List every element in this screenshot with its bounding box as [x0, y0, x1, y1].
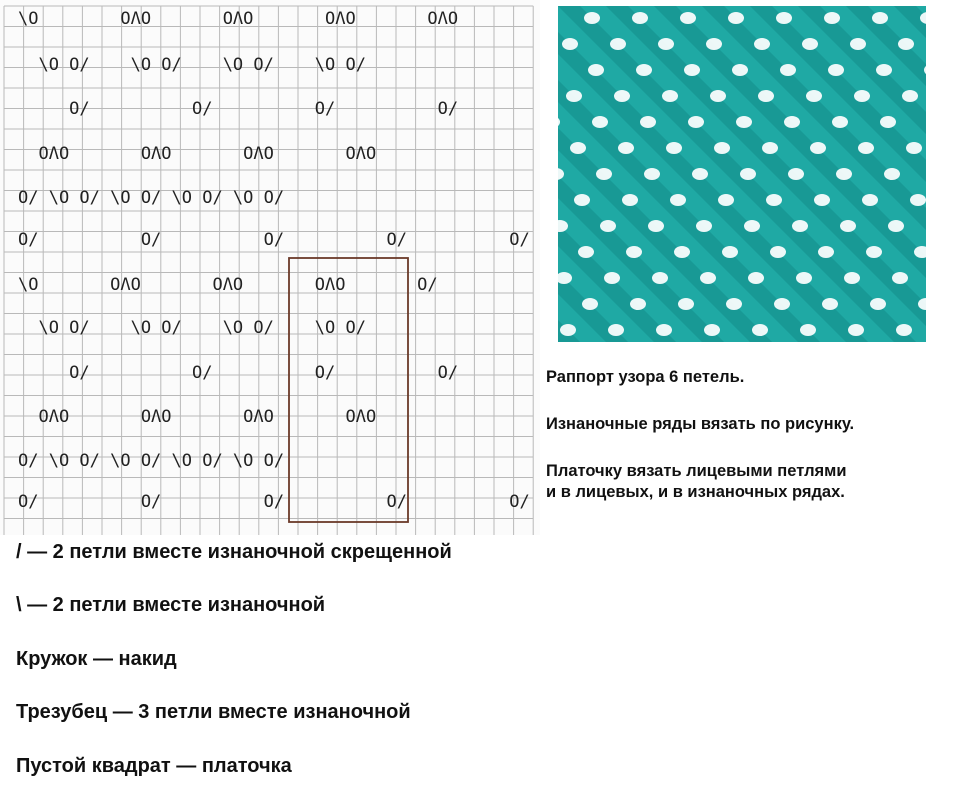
photo-eyelet — [810, 142, 826, 154]
photo-eyelet — [848, 324, 864, 336]
chart-symbol-row: O/ O/ O/ O/ O/ — [18, 230, 530, 250]
chart-symbol-row: O/ \O O/ \O O/ \O O/ \O O/ — [18, 188, 285, 208]
note-purl-rows: Изнаночные ряды вязать по рисунку. — [546, 415, 855, 433]
photo-eyelet — [656, 324, 672, 336]
photo-eyelet — [824, 12, 840, 24]
photo-eyelet — [796, 272, 812, 284]
photo-eyelet — [652, 272, 668, 284]
photo-eyelet — [806, 90, 822, 102]
photo-eyelet — [836, 168, 852, 180]
photo-eyelet — [666, 142, 682, 154]
photo-eyelet — [696, 220, 712, 232]
photo-eyelet — [892, 272, 908, 284]
photo-eyelet — [588, 64, 604, 76]
chart-symbol-row: \O O/ \O O/ \O O/ \O O/ — [18, 55, 366, 75]
photo-eyelet — [802, 38, 818, 50]
rapport-frame — [289, 258, 408, 522]
chart-symbol-row: OΛO OΛO OΛO OΛO — [18, 144, 377, 164]
chart-symbol-row: \O OΛO OΛO OΛO O/ — [18, 275, 438, 295]
chart-symbol-row: OΛO OΛO OΛO OΛO — [18, 407, 377, 427]
chart-grid — [0, 0, 540, 535]
photo-eyelet — [706, 38, 722, 50]
photo-eyelet — [740, 168, 756, 180]
photo-eyelet — [896, 324, 912, 336]
photo-eyelet — [578, 246, 594, 258]
photo-eyelet — [872, 12, 888, 24]
photo-eyelet — [732, 64, 748, 76]
photo-eyelet — [630, 298, 646, 310]
photo-eyelet — [858, 142, 874, 154]
photo-eyelet — [600, 220, 616, 232]
photo-eyelet — [674, 246, 690, 258]
photo-eyelet — [766, 194, 782, 206]
photo-eyelet — [614, 90, 630, 102]
photo-eyelet — [728, 12, 744, 24]
chart-symbol-row: O/ O/ O/ O/ O/ — [18, 492, 530, 512]
photo-eyelet — [754, 38, 770, 50]
photo-eyelet — [884, 168, 900, 180]
note-garter: Платочку вязать лицевыми петлями и в лицевых, и в изнаночных рядах. — [546, 462, 847, 501]
legend-backslash: \ — 2 петли вместе изнаночной — [16, 594, 326, 616]
photo-eyelet — [710, 90, 726, 102]
photo-eyelet — [862, 194, 878, 206]
photo-eyelet — [902, 90, 918, 102]
photo-eyelet — [876, 64, 892, 76]
legend-empty: Пустой квадрат — платочка — [16, 755, 292, 777]
photo-eyelet — [832, 116, 848, 128]
photo-eyelet — [788, 168, 804, 180]
knitting-chart — [0, 0, 540, 535]
photo-eyelet — [822, 298, 838, 310]
photo-eyelet — [718, 194, 734, 206]
photo-eyelet — [584, 12, 600, 24]
photo-eyelet — [828, 64, 844, 76]
chart-symbol-row: O/ O/ O/ O/ — [18, 99, 459, 119]
photo-eyelet — [726, 298, 742, 310]
photo-eyelet — [658, 38, 674, 50]
photo-eyelet — [774, 298, 790, 310]
photo-eyelet — [610, 38, 626, 50]
photo-eyelet — [648, 220, 664, 232]
photo-eyelet — [854, 90, 870, 102]
photo-eyelet — [684, 64, 700, 76]
legend-circle: Кружок — накид — [16, 648, 177, 670]
note-rapport: Раппорт узора 6 петель. — [546, 368, 745, 386]
chart-symbol-row: \O O/ \O O/ \O O/ \O O/ — [18, 318, 366, 338]
photo-eyelet — [770, 246, 786, 258]
photo-eyelet — [866, 246, 882, 258]
photo-eyelet — [688, 116, 704, 128]
photo-eyelet — [636, 64, 652, 76]
photo-eyelet — [758, 90, 774, 102]
photo-eyelet — [762, 142, 778, 154]
chart-symbol-row: \O OΛO OΛO OΛO OΛO — [18, 9, 459, 29]
photo-eyelet — [700, 272, 716, 284]
photo-eyelet — [898, 38, 914, 50]
chart-symbol-row: O/ \O O/ \O O/ \O O/ \O O/ — [18, 451, 285, 471]
photo-eyelet — [814, 194, 830, 206]
photo-eyelet — [870, 298, 886, 310]
photo-eyelet — [662, 90, 678, 102]
photo-eyelet — [574, 194, 590, 206]
chart-symbol-row: O/ O/ O/ O/ — [18, 363, 459, 383]
knit-sample-photo — [558, 6, 926, 342]
legend-slash: / — 2 петли вместе изнаночной скрещенной — [16, 541, 452, 563]
photo-eyelet — [840, 220, 856, 232]
photo-eyelet — [640, 116, 656, 128]
photo-eyelet — [566, 90, 582, 102]
photo-eyelet — [608, 324, 624, 336]
photo-eyelet — [678, 298, 694, 310]
photo-eyelet — [888, 220, 904, 232]
photo-eyelet — [792, 220, 808, 232]
photo-eyelet — [670, 194, 686, 206]
photo-eyelet — [850, 38, 866, 50]
photo-eyelet — [618, 142, 634, 154]
photo-eyelet — [562, 38, 578, 50]
photo-eyelet — [560, 324, 576, 336]
photo-eyelet — [744, 220, 760, 232]
photo-eyelet — [570, 142, 586, 154]
photo-eyelet — [722, 246, 738, 258]
photo-eyelet — [596, 168, 612, 180]
photo-eyelet — [622, 194, 638, 206]
photo-eyelet — [784, 116, 800, 128]
photo-eyelet — [880, 116, 896, 128]
photo-eyelet — [680, 12, 696, 24]
photo-eyelet — [910, 194, 926, 206]
photo-eyelet — [582, 298, 598, 310]
photo-eyelet — [780, 64, 796, 76]
photo-eyelet — [714, 142, 730, 154]
photo-eyelet — [644, 168, 660, 180]
photo-eyelet — [632, 12, 648, 24]
photo-eyelet — [844, 272, 860, 284]
photo-eyelet — [626, 246, 642, 258]
photo-eyelet — [604, 272, 620, 284]
photo-eyelet — [800, 324, 816, 336]
photo-eyelet — [736, 116, 752, 128]
photo-eyelet — [776, 12, 792, 24]
photo-eyelet — [592, 116, 608, 128]
photo-eyelet — [906, 142, 922, 154]
photo-eyelet — [704, 324, 720, 336]
legend-trident: Трезубец — 3 петли вместе изнаночной — [16, 701, 411, 723]
photo-eyelet — [818, 246, 834, 258]
photo-eyelet — [752, 324, 768, 336]
photo-eyelet — [748, 272, 764, 284]
photo-eyelet — [692, 168, 708, 180]
